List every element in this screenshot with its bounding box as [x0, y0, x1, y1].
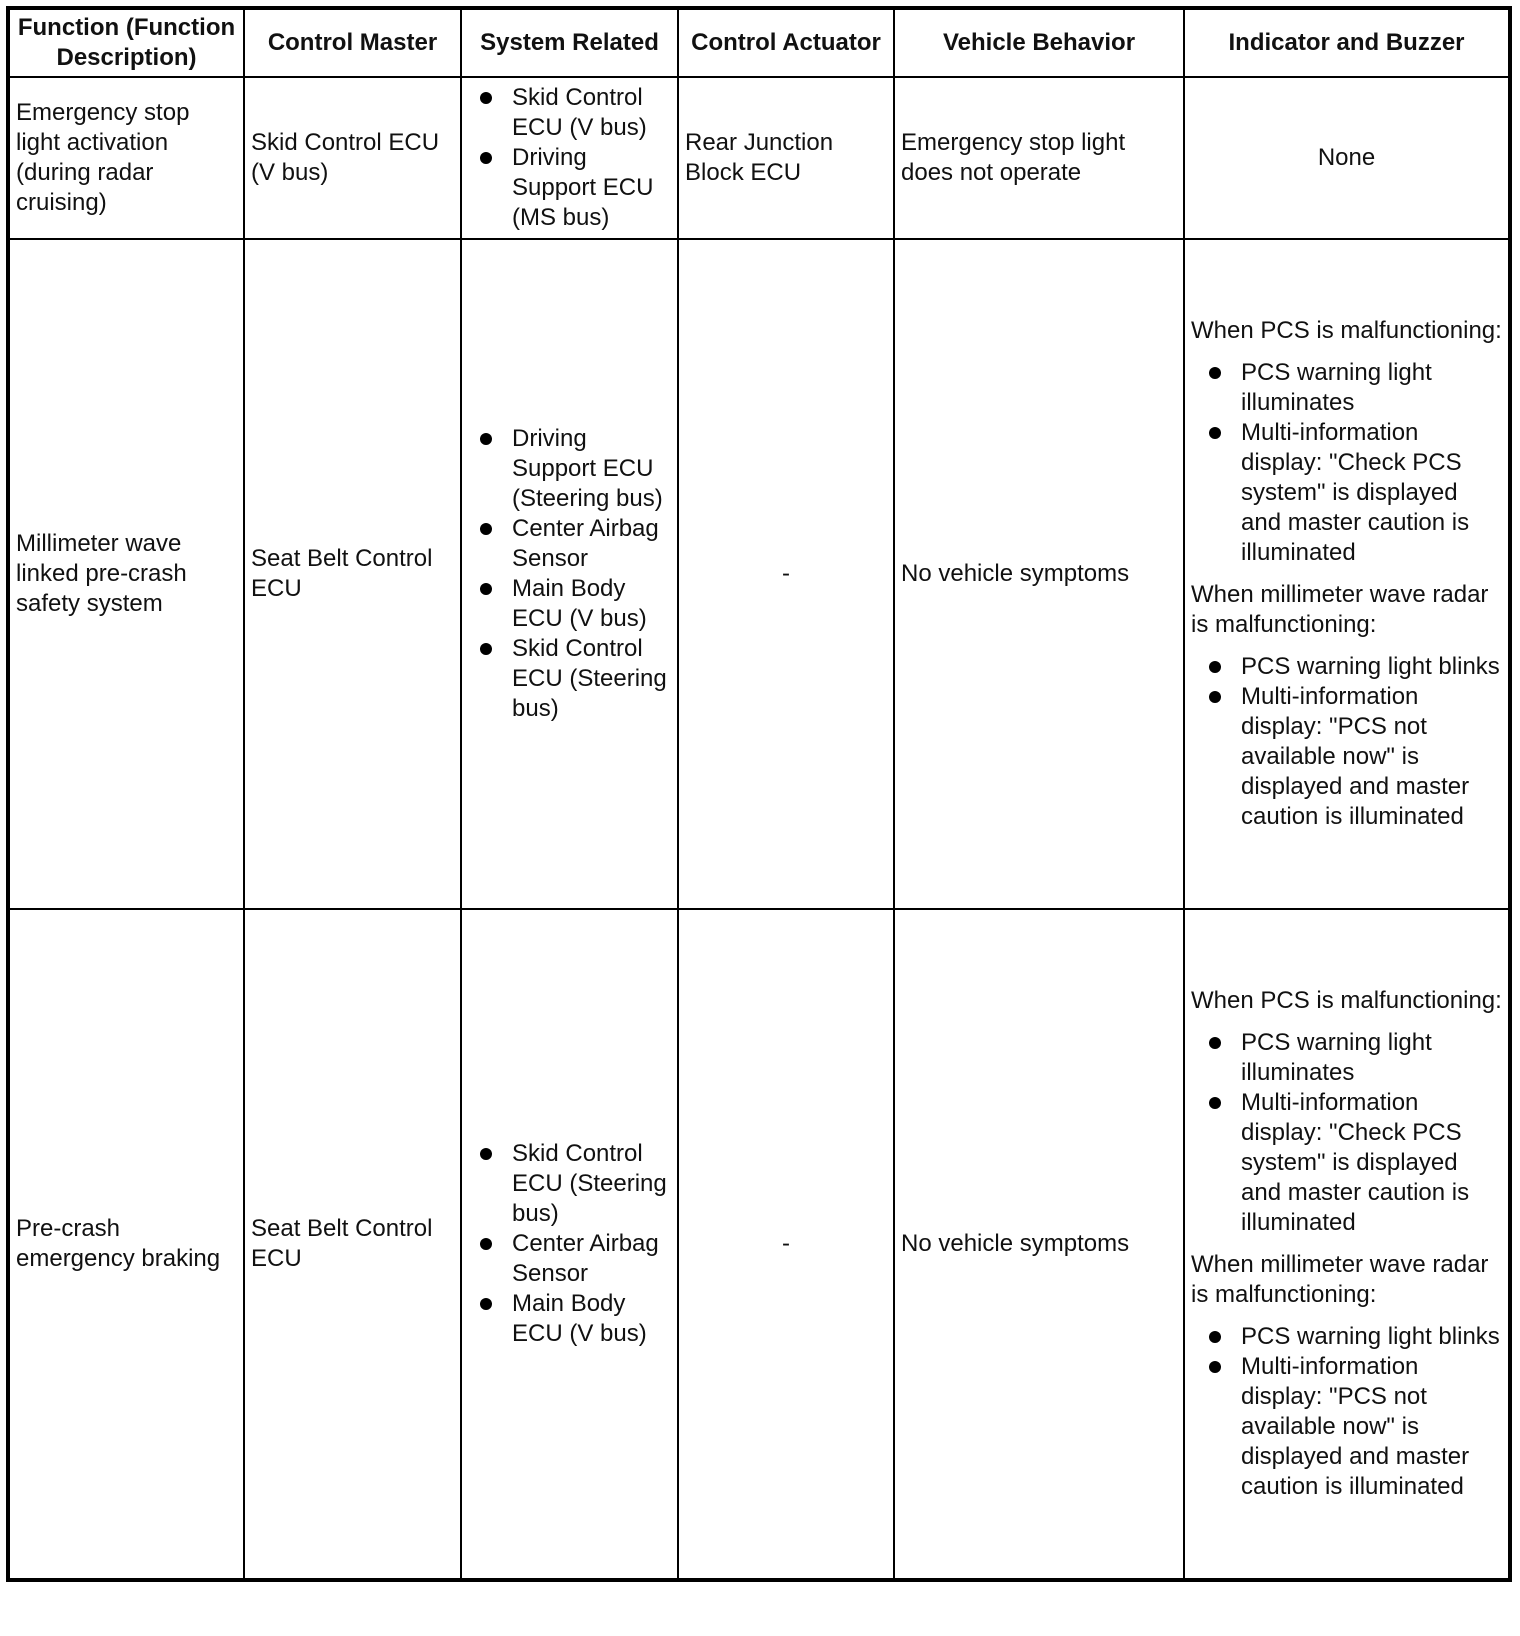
list-item [512, 83, 671, 143]
list-item [1241, 1028, 1502, 1088]
indicator-condition: When PCS is malfunctioning: [1191, 317, 1502, 344]
cell-control-actuator: Rear Junction Block ECU [678, 77, 894, 239]
bullet-icon [1209, 1037, 1221, 1049]
cell-control-master: Seat Belt Control ECU [244, 909, 461, 1580]
cell-control-master: Skid Control ECU (V bus) [244, 77, 461, 239]
list-item [1241, 1322, 1502, 1352]
header-row [8, 8, 1510, 77]
list-item-text: Main Body ECU (V bus) [512, 1290, 647, 1347]
cell-function: Pre-crash emergency braking [8, 909, 244, 1580]
list-item-text: Multi-information display: "Check PCS system" is displayed and master caution is illuminated [1241, 419, 1470, 566]
bullet-icon [480, 583, 492, 595]
list-item-text: PCS warning light blinks [1241, 653, 1500, 680]
bullet-icon [480, 1238, 492, 1250]
bullet-icon [1209, 1331, 1221, 1343]
bullet-icon [480, 523, 492, 535]
cell-indicator: None [1184, 77, 1510, 239]
bullet-icon [480, 92, 492, 104]
cell-control-master: Seat Belt Control ECU [244, 239, 461, 909]
indicator-condition: When millimeter wave radar is malfunctioning: [1191, 1251, 1489, 1308]
indicator-condition: When PCS is malfunctioning: [1191, 987, 1502, 1014]
list-item [1241, 652, 1502, 682]
cell-vehicle-behavior: No vehicle symptoms [894, 239, 1184, 909]
indicator-list [1191, 1028, 1502, 1238]
list-item [1241, 1088, 1502, 1238]
bullet-icon [480, 1298, 492, 1310]
indicator-group [1191, 580, 1502, 832]
bullet-icon [480, 643, 492, 655]
indicator-group [1191, 1250, 1502, 1502]
table-header [8, 8, 1510, 77]
bullet-icon [1209, 427, 1221, 439]
bullet-icon [480, 1148, 492, 1160]
indicator-list [1191, 358, 1502, 568]
list-item-text: Center Airbag Sensor [512, 515, 659, 572]
bullet-icon [480, 152, 492, 164]
bullet-icon [1209, 1097, 1221, 1109]
document-page [6, 6, 1512, 1582]
cell-indicator [1184, 909, 1510, 1580]
cell-system-related [461, 239, 678, 909]
table-body [8, 77, 1510, 1580]
table-row [8, 77, 1510, 239]
list-item [512, 143, 671, 233]
list-item-text: Main Body ECU (V bus) [512, 575, 647, 632]
cell-function: Emergency stop light activation (during radar cruising) [8, 77, 244, 239]
indicator-group [1191, 316, 1502, 568]
list-item [1241, 1352, 1502, 1502]
cell-system-related [461, 909, 678, 1580]
list-item [512, 634, 671, 724]
cell-indicator [1184, 239, 1510, 909]
list-item-text: Multi-information display: "PCS not available now" is displayed and master caution is illuminated [1241, 683, 1470, 830]
list-item-text: PCS warning light blinks [1241, 1323, 1500, 1350]
table-row [8, 239, 1510, 909]
list-item-text: PCS warning light illuminates [1241, 1029, 1432, 1086]
list-item [1241, 418, 1502, 568]
cell-function: Millimeter wave linked pre-crash safety system [8, 239, 244, 909]
indicator-list [1191, 1322, 1502, 1502]
function-table [6, 6, 1512, 1582]
system-related-list [468, 83, 671, 233]
system-related-list [468, 424, 671, 724]
list-item-text: Skid Control ECU (Steering bus) [512, 1140, 667, 1227]
list-item [512, 1229, 671, 1289]
header-system-related: System Related [461, 8, 678, 77]
cell-system-related [461, 77, 678, 239]
list-item [512, 514, 671, 574]
list-item-text: Skid Control ECU (Steering bus) [512, 635, 667, 722]
list-item-text: Multi-information display: "Check PCS system" is displayed and master caution is illuminated [1241, 1089, 1470, 1236]
list-item [1241, 358, 1502, 418]
indicator-condition: When millimeter wave radar is malfunctioning: [1191, 581, 1489, 638]
list-item [512, 1289, 671, 1349]
bullet-icon [1209, 1361, 1221, 1373]
list-item [512, 574, 671, 634]
cell-vehicle-behavior: Emergency stop light does not operate [894, 77, 1184, 239]
table-row [8, 909, 1510, 1580]
list-item-text: Skid Control ECU (V bus) [512, 84, 647, 141]
header-indicator-buzzer: Indicator and Buzzer [1184, 8, 1510, 77]
system-related-list [468, 1139, 671, 1349]
header-control-master: Control Master [244, 8, 461, 77]
bullet-icon [1209, 661, 1221, 673]
cell-control-actuator: - [678, 239, 894, 909]
indicator-list [1191, 652, 1502, 832]
header-control-actuator: Control Actuator [678, 8, 894, 77]
cell-vehicle-behavior: No vehicle symptoms [894, 909, 1184, 1580]
header-vehicle-behavior: Vehicle Behavior [894, 8, 1184, 77]
indicator-group [1191, 986, 1502, 1238]
list-item-text: PCS warning light illuminates [1241, 359, 1432, 416]
bullet-icon [480, 433, 492, 445]
list-item-text: Center Airbag Sensor [512, 1230, 659, 1287]
list-item [512, 1139, 671, 1229]
list-item-text: Driving Support ECU (Steering bus) [512, 425, 663, 512]
list-item [512, 424, 671, 514]
bullet-icon [1209, 367, 1221, 379]
header-function: Function (Function Description) [8, 8, 244, 77]
bullet-icon [1209, 691, 1221, 703]
cell-control-actuator: - [678, 909, 894, 1580]
list-item-text: Multi-information display: "PCS not available now" is displayed and master caution is illuminated [1241, 1353, 1470, 1500]
list-item-text: Driving Support ECU (MS bus) [512, 144, 654, 231]
list-item [1241, 682, 1502, 832]
